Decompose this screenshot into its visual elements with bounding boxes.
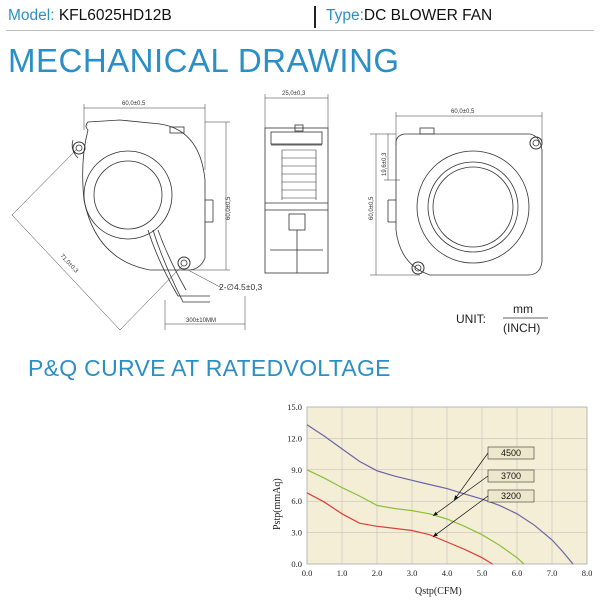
dim-back-outlet: 19,6±0,3 (382, 152, 388, 176)
pq-title: P&Q CURVE AT RATEDVOLTAGE (28, 355, 391, 381)
dim-front-width: 60,0±0,5 (122, 101, 146, 107)
mechanical-title: MECHANICAL DRAWING (8, 42, 400, 79)
x-tick-label: 7.0 (546, 568, 558, 578)
legend-label-3200: 3200 (500, 491, 522, 501)
x-tick-label: 6.0 (511, 568, 523, 578)
dim-back-width: 60,0±0,5 (451, 109, 475, 115)
model-key: Model: (8, 7, 59, 24)
dim-diagonal: 71,0±0,3 (58, 253, 79, 275)
unit-label: UNIT: (456, 312, 486, 326)
dim-front-height: 60,0±0,5 (226, 196, 232, 220)
x-tick-label: 1.0 (336, 568, 348, 578)
x-axis-label: Qstp(CFM) (415, 586, 462, 597)
type-value: DC BLOWER FAN (363, 7, 493, 24)
legend-label-4500: 4500 (500, 448, 522, 458)
x-tick-label: 5.0 (476, 568, 488, 578)
dim-back-height: 60,0±0,5 (369, 196, 375, 220)
model-value: KFL6025HD12B (58, 7, 172, 24)
x-tick-label: 8.0 (581, 568, 593, 578)
y-axis-label: Pstp(mmAq) (272, 478, 283, 530)
x-tick-label: 4.0 (441, 568, 453, 578)
unit-top: mm (513, 302, 533, 316)
x-tick-label: 3.0 (406, 568, 418, 578)
unit-bottom: (INCH) (503, 321, 541, 335)
legend-label-3700: 3700 (500, 471, 522, 481)
y-tick-label: 9.0 (291, 464, 302, 475)
dim-holes: 2-∅4.5±0,3 (219, 282, 263, 292)
y-tick-label: 0.0 (291, 559, 302, 569)
x-tick-label: 0.0 (301, 568, 313, 578)
dim-lead-length: 300±10MM (186, 318, 216, 324)
y-tick-label: 15.0 (287, 402, 302, 412)
y-tick-label: 6.0 (291, 496, 302, 507)
dim-side-width: 25,0±0,3 (282, 91, 306, 97)
type-key: Type: (326, 7, 364, 24)
y-tick-label: 3.0 (291, 527, 302, 538)
y-tick-label: 12.0 (287, 433, 302, 444)
x-tick-label: 2.0 (371, 568, 383, 578)
